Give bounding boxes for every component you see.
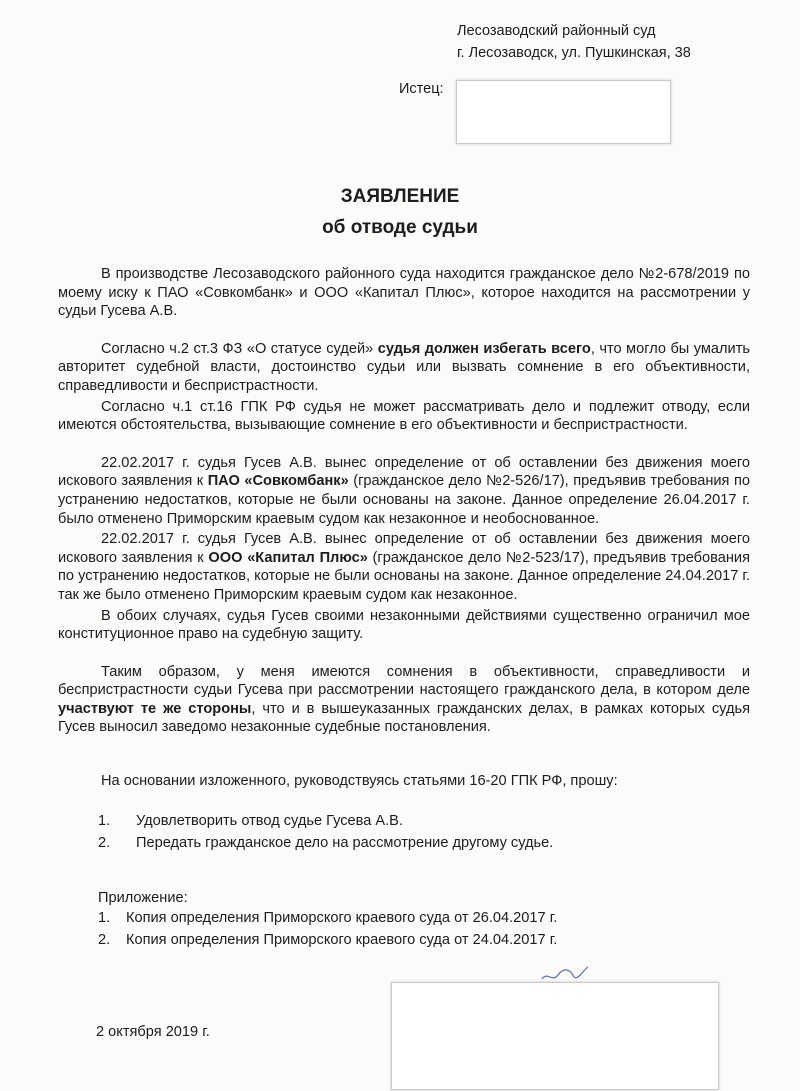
document-title: ЗАЯВЛЕНИЕ (340, 186, 460, 207)
paragraph-gpk-16: Согласно ч.1 ст.16 ГПК РФ судья не может рассматривать дело и подлежит отводу, если имеются обстоятельства, вызывающие сомнение в его объективности и беспристрастности. (58, 398, 750, 434)
document-body (58, 265, 750, 951)
paragraph-law-status: Согласно ч.2 ст.3 ФЗ «О статусе судей» судья должен избегать всего, что могло бы умалить авторитет судебной власти, достоинство судьи или вызвать сомнение в его объективности, справедливости и беспристрастности. (58, 340, 750, 394)
document-subtitle: об отводе судьи (322, 217, 478, 238)
paragraph-sovcombank: 22.02.2017 г. судья Гусев А.В. вынес определение от об оставлении без движения моего искового заявления к ПАО «Совкомбанк» (гражданское дело №2-526/17), предъявив требования по устранению недостатков, которые не были основаны на законе. Данное определение 26.04.2017 г. было отменено Приморским краевым судом как незаконное и необоснованное. (58, 454, 750, 527)
court-address: г. Лесозаводск, ул. Пушкинская, 38 (457, 45, 691, 61)
list-item: 1. Копия определения Приморского краевого суда от 26.04.2017 г. (98, 910, 558, 927)
paragraph-request-intro: На основании изложенного, руководствуясь статьями 16-20 ГПК РФ, прошу: (101, 773, 618, 790)
list-item: 1. Удовлетворить отвод судье Гусева А.В. (98, 812, 403, 829)
court-name: Лесозаводский районный суд (457, 23, 656, 39)
redacted-plaintiff-box (456, 80, 671, 144)
paragraph-conclusion: Таким образом, у меня имеются сомнения в объективности, справедливости и беспристрастности судьи Гусева при рассмотрении настоящего гражданского дела, в котором деле участвуют те же стороны, что и в вышеуказанных гражданских делах, в рамках которых судья Гусев выносил заведомо незаконные судебные постановления. (58, 663, 750, 736)
paragraph-both-cases: В обоих случаях, судья Гусев своими незаконными действиями существенно ограничил мое конституционное право на судебную защиту. (58, 607, 750, 643)
paragraph-kapital-plus: 22.02.2017 г. судья Гусев А.В. вынес определение от об оставлении без движения моего искового заявления к ООО «Капитал Плюс» (гражданское дело №2-523/17), предъявив требования по устранению недостатков, которые не были основаны на законе. Данное определение 24.04.2017 г. так же было отменено Приморским краевым судом как незаконное. (58, 531, 750, 603)
list-item: 2. Передать гражданское дело на рассмотрение другому судье. (98, 834, 554, 851)
attachments-label: Приложение: (98, 889, 188, 906)
court-address-block (457, 20, 691, 64)
redacted-signature-box (391, 982, 719, 1090)
list-item: 2. Копия определения Приморского краевого суда от 24.04.2017 г. (98, 932, 558, 949)
plaintiff-label: Истец: (399, 81, 444, 97)
attachments-list (58, 907, 750, 951)
document-date: 2 октября 2019 г. (96, 1024, 210, 1040)
paragraph-case-info: В производстве Лесозаводского районного суда находится гражданское дело №2-678/2019 по моему иску к ПАО «Совкомбанк» и ООО «Капитал Плюс», которое находится на рассмотрении у судьи Гусева А.В. (58, 266, 750, 320)
request-list (58, 810, 750, 854)
